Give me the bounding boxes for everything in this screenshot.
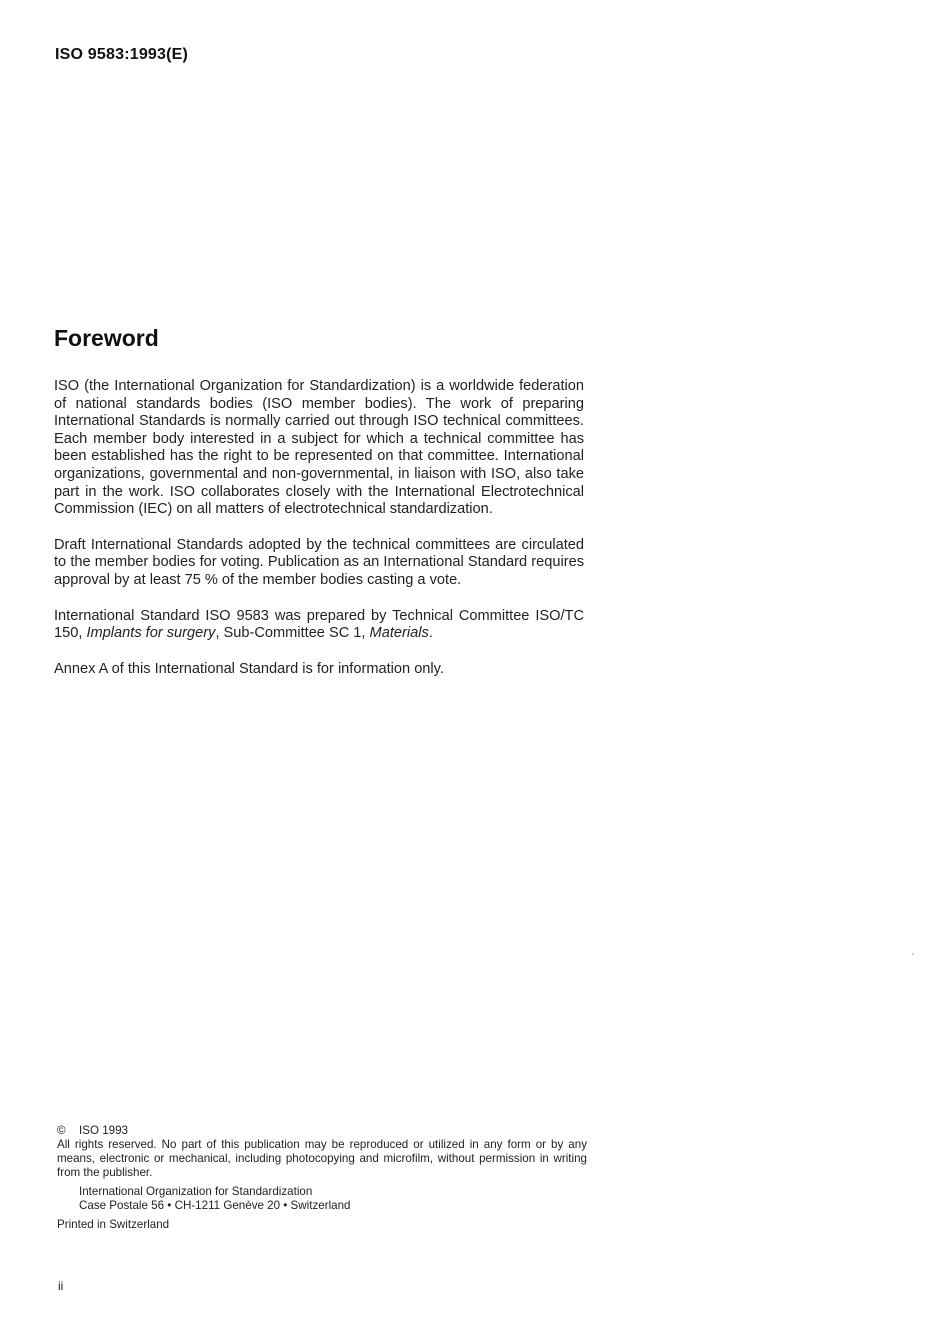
copyright-block — [57, 1124, 587, 1232]
scan-speck — [912, 953, 914, 955]
copyright-holder: ISO 1993 — [79, 1124, 128, 1137]
foreword-paragraph-4: Annex A of this International Standard is for information only. — [54, 660, 444, 677]
copyright-line — [57, 1124, 587, 1138]
copyright-symbol: © — [57, 1124, 66, 1137]
p3-text-1: International Standard ISO 9583 was prepared by Technical Committee ISO/TC 150, — [54, 607, 584, 642]
p3-text-2: , Sub-Committee SC 1, — [215, 625, 370, 642]
postal-address: Case Postale 56 • CH-1211 Genève 20 • Switzerland — [79, 1199, 351, 1212]
foreword-heading: Foreword — [54, 325, 159, 351]
subcommittee-title: Materials — [369, 625, 429, 642]
committee-title: Implants for surgery — [86, 625, 216, 642]
page-number: ii — [58, 1279, 64, 1293]
p3-text-3: . — [428, 625, 433, 642]
foreword-paragraph-2: Draft International Standards adopted by the technical committees are circulated to the member bodies for voting. Publication as an International Standard requires approval by at least 75 % of the member bodies casting a vote. — [54, 536, 584, 588]
document-identifier: ISO 9583:1993(E) — [55, 46, 189, 63]
publisher-organization: International Organization for Standardization — [79, 1185, 313, 1198]
foreword-section — [54, 325, 584, 696]
foreword-paragraph-3 — [54, 608, 584, 643]
publisher-address — [57, 1185, 587, 1213]
foreword-paragraph-1: ISO (the International Organization for Standardization) is a worldwide federation of national standards bodies (ISO member bodies). The work of preparing International Standards is normally carried out through ISO technical committees. Each member body interested in a subject for which a technical committee has been established has the right to be represented on that committee. International organizations, governmental and non-governmental, in liaison with ISO, also take part in the work. ISO collaborates closely with the International Electrotechnical Commission (IEC) on all matters of electrotechnical standardization. — [54, 378, 584, 518]
printed-in: Printed in Switzerland — [57, 1218, 170, 1231]
rights-notice: All rights reserved. No part of this publication may be reproduced or utilized in any form or by any means, electronic or mechanical, including photocopying and microfilm, without permission in writing from the publisher. — [57, 1138, 587, 1179]
